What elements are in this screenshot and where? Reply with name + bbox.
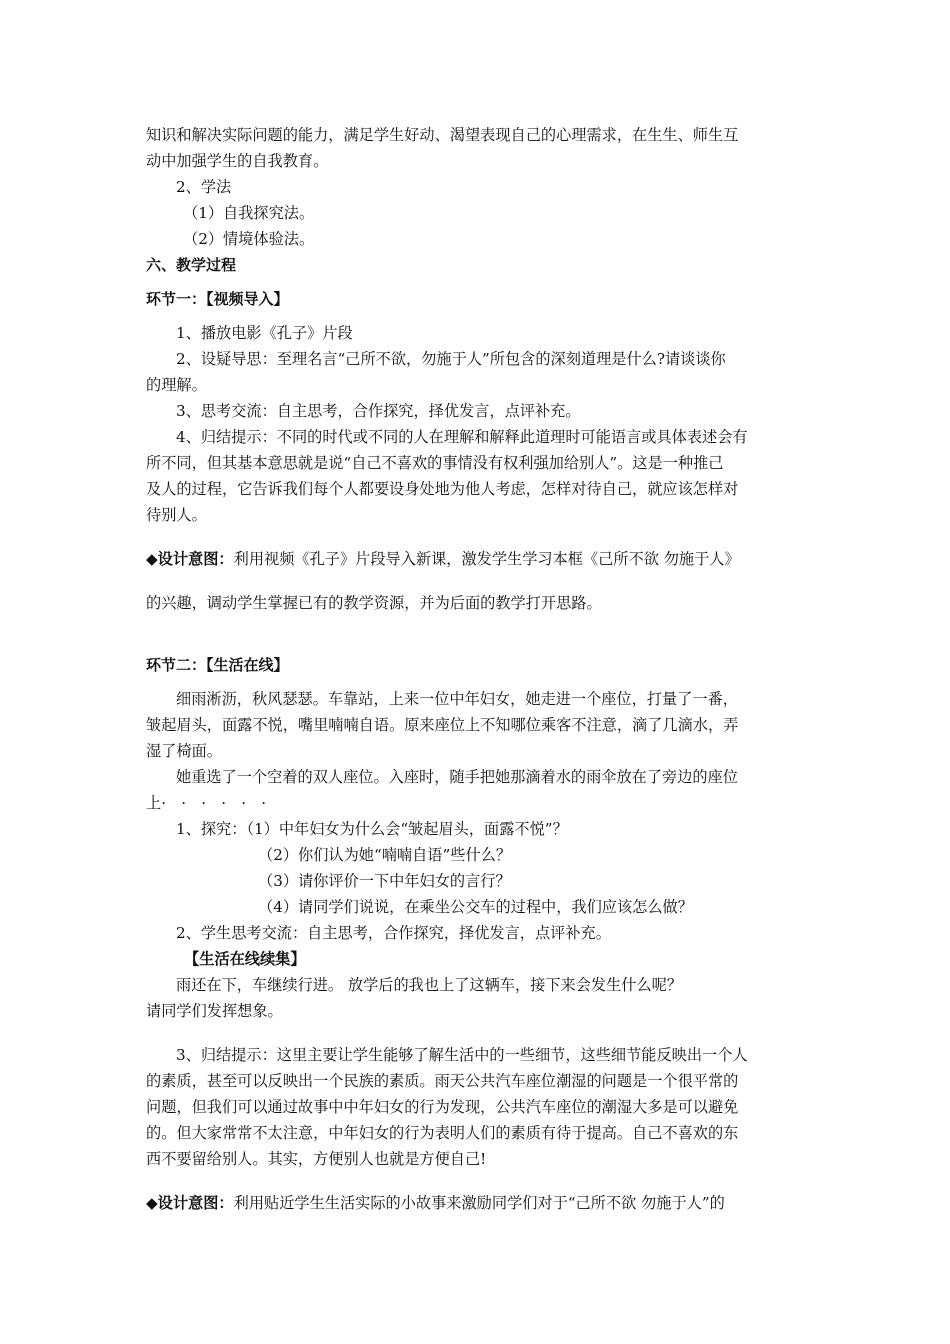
story-line-2: 皱起眉头，面露不悦，嘴里喃喃自语。原来座位上不知哪位乘客不注意，滴了几滴水，弄 (146, 716, 739, 734)
link-1-step-4-cont-3: 待别人。 (146, 506, 207, 524)
summary-line-5: 西不要留给别人。其实，方便别人也就是方便自己! (146, 1150, 487, 1168)
story-line-1: 细雨淅沥，秋风瑟瑟。车靠站，上来一位中年妇女，她走进一个座位，打量了一番， (176, 690, 738, 708)
link-1-step-3: 3、思考交流：自主思考，合作探究，择优发言，点评补充。 (176, 402, 581, 420)
link-1-title: 环节一：【视频导入】 (146, 290, 289, 308)
story-line-5: 上· · · · · · (146, 794, 267, 812)
continue-line-2: 请同学们发挥想象。 (146, 1002, 283, 1020)
method-title: 2、学法 (176, 178, 232, 196)
link-1-step-2: 2、设疑导思：至理名言“己所不欲，勿施于人”所包含的深刻道理是什么?请谈谈你 (176, 350, 726, 368)
link-1-step-4-cont-2: 及人的过程，它告诉我们每个人都要设身处地为他人考虑，怎样对待自己，就应该怎样对 (146, 480, 739, 498)
continue-title: 【生活在线续集】 (184, 950, 306, 968)
continue-line-1: 雨还在下，车继续行进。 放学后的我也上了这辆车，接下来会发生什么呢？ (176, 976, 683, 994)
intro-line-1: 知识和解决实际问题的能力，满足学生好动、渴望表现自己的心理需求，在生生、师生互 (146, 126, 739, 144)
intent-text-1: 利用视频《孔子》片段导入新课，激发学生学习本框《己所不欲 勿施于人》 (233, 550, 740, 568)
link-1-intent-cont: 的兴趣，调动学生掌握已有的教学资源，并为后面的教学打开思路。 (146, 594, 602, 612)
link-1-step-2-cont: 的理解。 (146, 376, 207, 394)
explore-lead: 1、探究：（1）中年妇女为什么会“皱起眉头，面露不悦”？ (176, 820, 568, 838)
document-page (146, 122, 811, 1216)
intent-label-2: ◆设计意图： (146, 1194, 234, 1212)
link-1-step-1: 1、播放电影《孔子》片段 (176, 324, 353, 342)
explore-item-3: （3）请你评价一下中年妇女的言行？ (258, 872, 511, 890)
story-line-4: 她重选了一个空着的双人座位。入座时，随手把她那滴着水的雨伞放在了旁边的座位 (176, 768, 738, 786)
link-2-title: 环节二：【生活在线】 (146, 656, 289, 674)
explore-item-2: （2）你们认为她“喃喃自语”些什么？ (258, 846, 512, 864)
link-1-step-4-cont-1: 所不同，但其基本意思就是说“自己不喜欢的事情没有权利强加给别人”。这是一种推己 (146, 454, 724, 472)
summary-line-1: 3、归结提示：这里主要让学生能够了解生活中的一些细节，这些细节能反映出一个人 (176, 1046, 748, 1064)
method-item-1: （1）自我探究法。 (183, 204, 315, 222)
summary-line-4: 的。但大家常常不太注意，中年妇女的行为表明人们的素质有待于提高。自己不喜欢的东 (146, 1124, 739, 1142)
story-line-3: 湿了椅面。 (146, 742, 222, 760)
exchange-line: 2、学生思考交流：自主思考，合作探究，择优发言，点评补充。 (176, 924, 611, 942)
method-item-2: （2）情境体验法。 (183, 230, 315, 248)
summary-line-3: 问题，但我们可以通过故事中中年妇女的行为发现，公共汽车座位的潮湿大多是可以避免 (146, 1098, 739, 1116)
explore-item-4: （4）请同学们说说，在乘坐公交车的过程中，我们应该怎么做？ (258, 898, 693, 916)
intent-text-2: 利用贴近学生生活实际的小故事来激励同学们对于“己所不欲 勿施于人”的 (233, 1194, 725, 1212)
link-2-intent (146, 1190, 811, 1216)
section-6-title: 六、教学过程 (146, 256, 237, 274)
link-1-step-4: 4、归结提示：不同的时代或不同的人在理解和解释此道理时可能语言或具体表述会有 (176, 428, 748, 446)
link-1-intent (146, 546, 811, 572)
summary-line-2: 的素质，甚至可以反映出一个民族的素质。雨天公共汽车座位潮湿的问题是一个很平常的 (146, 1072, 739, 1090)
intent-label: ◆设计意图： (146, 550, 234, 568)
intro-line-2: 动中加强学生的自我教育。 (146, 152, 329, 170)
